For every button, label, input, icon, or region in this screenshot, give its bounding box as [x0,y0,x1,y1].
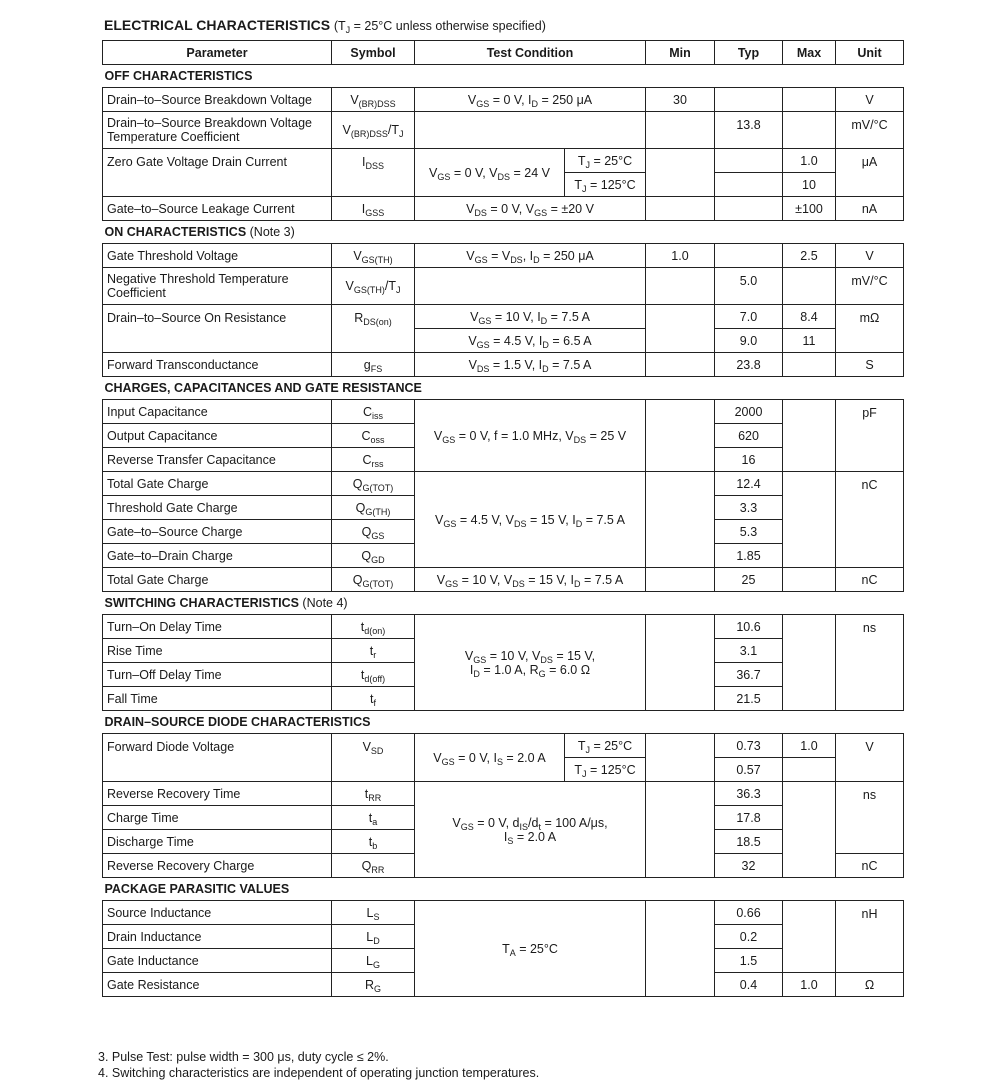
symbol-cell: $t_a$ [332,806,415,830]
section-charges: CHARGES, CAPACITANCES AND GATE RESISTANCE [103,377,904,400]
section-switching: SWITCHING CHARACTERISTICS (Note 4) [103,592,904,615]
param-cell: Input Capacitance [103,400,332,424]
unit-cell: ns [836,615,904,711]
param-cell: Drain–to–Source On Resistance [103,305,332,353]
max-cell [783,782,836,878]
param-cell: Reverse Recovery Time [103,782,332,806]
param-cell: Drain Inductance [103,925,332,949]
table-row [103,734,904,758]
symbol-cell: $Q_{G(TOT)}$ [332,472,415,496]
max-cell [783,901,836,973]
symbol-cell: $t_f$ [332,687,415,711]
typ-cell: 0.4 [715,973,783,997]
table-row [103,615,904,639]
typ-cell [715,173,783,197]
max-cell: 1.0 [783,734,836,758]
min-cell [646,400,715,472]
condition-cell: $V_{GS} = V_{DS}$, $I_D = 250$ μA [415,244,646,268]
symbol-cell: $V_{GS(TH)}$ [332,244,415,268]
typ-cell: 16 [715,448,783,472]
min-cell [646,268,715,305]
col-typ: Typ [715,41,783,65]
table-row [103,472,904,496]
unit-cell: V [836,88,904,112]
param-cell: Zero Gate Voltage Drain Current [103,149,332,197]
max-cell [783,568,836,592]
typ-cell: 7.0 [715,305,783,329]
condition-cell: $V_{GS} = 0$ V, $V_{DS} = 24$ V [415,149,565,197]
typ-cell: 0.2 [715,925,783,949]
typ-cell: 1.5 [715,949,783,973]
title-text: ELECTRICAL CHARACTERISTICS [104,17,331,33]
table-row [103,305,904,329]
header-row [103,41,904,65]
col-parameter: Parameter [103,41,332,65]
typ-cell: 5.0 [715,268,783,305]
symbol-cell: $Q_{GD}$ [332,544,415,568]
max-cell [783,88,836,112]
typ-cell [715,88,783,112]
symbol-cell: $V_{(BR)DSS}$ [332,88,415,112]
symbol-cell: $I_{GSS}$ [332,197,415,221]
min-cell [646,782,715,878]
min-cell: 1.0 [646,244,715,268]
min-cell [646,472,715,568]
param-cell: Turn–On Delay Time [103,615,332,639]
min-cell: 30 [646,88,715,112]
param-cell: Discharge Time [103,830,332,854]
symbol-cell: $t_{RR}$ [332,782,415,806]
symbol-cell: $Q_{GS}$ [332,520,415,544]
min-cell [646,197,715,221]
param-cell: Rise Time [103,639,332,663]
condition-temp-cell: $T_J = 25^\circ C$ [565,734,646,758]
param-cell: Reverse Transfer Capacitance [103,448,332,472]
min-cell [646,353,715,377]
electrical-characteristics-table [102,40,904,997]
typ-cell: 1.85 [715,544,783,568]
table-row [103,400,904,424]
param-cell: Turn–Off Delay Time [103,663,332,687]
condition-cell: $V_{GS} = 4.5$ V, $V_{DS} = 15$ V, $I_D = 7.5$ A [415,472,646,568]
condition-temp-cell: $T_J = 125^\circ C$ [565,758,646,782]
max-cell [783,353,836,377]
symbol-cell: $g_{FS}$ [332,353,415,377]
param-cell: Total Gate Charge [103,568,332,592]
max-cell: 11 [783,329,836,353]
condition-cell: $V_{DS} = 0$ V, $V_{GS} = \pm 20$ V [415,197,646,221]
unit-cell: nC [836,854,904,878]
param-cell: Forward Diode Voltage [103,734,332,782]
typ-cell: 3.3 [715,496,783,520]
min-cell [646,112,715,149]
typ-cell: 32 [715,854,783,878]
condition-cell: $V_{GS} = 4.5$ V, $I_D = 6.5$ A [415,329,646,353]
max-cell: 2.5 [783,244,836,268]
param-cell: Threshold Gate Charge [103,496,332,520]
max-cell [783,615,836,711]
condition-cell: $V_{GS} = 0$ V, f = 1.0 MHz, $V_{DS} = 25$ V [415,400,646,472]
unit-cell: nC [836,568,904,592]
table-row [103,901,904,925]
condition-cell: $V_{GS} = 0$ V, $I_D = 250$ μA [415,88,646,112]
param-cell: Gate–to–Source Leakage Current [103,197,332,221]
param-cell: Gate Resistance [103,973,332,997]
table-row [103,197,904,221]
symbol-cell: $R_{DS(on)}$ [332,305,415,353]
typ-cell [715,197,783,221]
unit-cell: nA [836,197,904,221]
max-cell: 1.0 [783,149,836,173]
typ-cell: 17.8 [715,806,783,830]
symbol-cell: $V_{GS(TH)}/T_J$ [332,268,415,305]
footnote: 3. Pulse Test: pulse width = 300 μs, duty cycle ≤ 2%. [98,1050,389,1064]
symbol-cell: $V_{(BR)DSS}/T_J$ [332,112,415,149]
unit-cell: nC [836,472,904,568]
condition-cell: $V_{GS} = 10$ V, $I_D = 7.5$ A [415,305,646,329]
max-cell [783,400,836,472]
symbol-cell: $L_S$ [332,901,415,925]
symbol-cell: $Q_{G(TOT)}$ [332,568,415,592]
typ-cell: 10.6 [715,615,783,639]
param-cell: Forward Transconductance [103,353,332,377]
unit-cell: S [836,353,904,377]
section-on: ON CHARACTERISTICS (Note 3) [103,221,904,244]
symbol-cell: $L_D$ [332,925,415,949]
typ-cell: 36.7 [715,663,783,687]
condition-cell: $V_{GS} = 0$ V, $I_S = 2.0$ A [415,734,565,782]
param-cell: Gate Threshold Voltage [103,244,332,268]
condition-temp-cell: $T_J = 125^\circ C$ [565,173,646,197]
param-cell: Gate–to–Drain Charge [103,544,332,568]
symbol-cell: $Q_{RR}$ [332,854,415,878]
max-cell [783,268,836,305]
param-cell: Reverse Recovery Charge [103,854,332,878]
param-cell: Gate Inductance [103,949,332,973]
condition-cell: $V_{GS} = 10$ V, $V_{DS} = 15$ V, $I_D = 1.0$ A, $R_G = 6.0$ Ω [415,615,646,711]
typ-cell: 18.5 [715,830,783,854]
typ-cell: 36.3 [715,782,783,806]
table-row [103,112,904,149]
symbol-cell: $V_{SD}$ [332,734,415,782]
param-cell: Gate–to–Source Charge [103,520,332,544]
col-test-condition: Test Condition [415,41,646,65]
param-cell: Fall Time [103,687,332,711]
typ-cell: 2000 [715,400,783,424]
col-symbol: Symbol [332,41,415,65]
section-parasitic: PACKAGE PARASITIC VALUES [103,878,904,901]
col-unit: Unit [836,41,904,65]
section-off: OFF CHARACTERISTICS [103,65,904,88]
symbol-cell: $t_{d(off)}$ [332,663,415,687]
condition-cell [415,268,646,305]
unit-cell: V [836,734,904,782]
max-cell [783,472,836,568]
typ-cell: 13.8 [715,112,783,149]
symbol-cell: $Q_{G(TH)}$ [332,496,415,520]
unit-cell: pF [836,400,904,472]
symbol-cell: $C_{oss}$ [332,424,415,448]
condition-cell: $V_{DS} = 1.5$ V, $I_D = 7.5$ A [415,353,646,377]
typ-cell: 3.1 [715,639,783,663]
typ-cell [715,244,783,268]
unit-cell: mV/°C [836,112,904,149]
unit-cell: Ω [836,973,904,997]
title-condition: ($T_J = 25^\circ C$ unless otherwise specified) [333,19,546,35]
param-cell: Charge Time [103,806,332,830]
footnote: 4. Switching characteristics are independent of operating junction temperatures. [98,1066,540,1080]
symbol-cell: $R_G$ [332,973,415,997]
condition-cell: $V_{GS} = 0$ V, $d_{IS}/d_t = 100$ A/μs, $I_S = 2.0$ A [415,782,646,878]
col-max: Max [783,41,836,65]
symbol-cell: $t_b$ [332,830,415,854]
typ-cell: 0.57 [715,758,783,782]
table-row [103,88,904,112]
table-row [103,149,904,173]
symbol-cell: $L_G$ [332,949,415,973]
max-cell: 1.0 [783,973,836,997]
symbol-cell: $I_{DSS}$ [332,149,415,197]
unit-cell: ns [836,782,904,854]
typ-cell: 0.73 [715,734,783,758]
unit-cell: V [836,244,904,268]
col-min: Min [646,41,715,65]
max-cell: ±100 [783,197,836,221]
min-cell [646,615,715,711]
param-cell: Total Gate Charge [103,472,332,496]
max-cell: 8.4 [783,305,836,329]
condition-cell: $V_{GS} = 10$ V, $V_{DS} = 15$ V, $I_D = 7.5$ A [415,568,646,592]
typ-cell: 25 [715,568,783,592]
typ-cell: 5.3 [715,520,783,544]
param-cell: Drain–to–Source Breakdown Voltage Temperature Coefficient [103,112,332,149]
min-cell [646,734,715,782]
unit-cell: mΩ [836,305,904,353]
max-cell [783,112,836,149]
symbol-cell: $C_{rss}$ [332,448,415,472]
condition-cell: $T_A = 25^\circ C$ [415,901,646,997]
typ-cell: 21.5 [715,687,783,711]
typ-cell: 12.4 [715,472,783,496]
table-row [103,268,904,305]
max-cell [783,758,836,782]
table-title [104,17,546,33]
min-cell [646,149,715,197]
table-row [103,568,904,592]
unit-cell: μA [836,149,904,197]
max-cell: 10 [783,173,836,197]
table-row [103,244,904,268]
min-cell [646,901,715,997]
section-diode: DRAIN–SOURCE DIODE CHARACTERISTICS [103,711,904,734]
condition-cell [415,112,646,149]
typ-cell [715,149,783,173]
typ-cell: 0.66 [715,901,783,925]
param-cell: Negative Threshold Temperature Coefficient [103,268,332,305]
symbol-cell: $t_r$ [332,639,415,663]
param-cell: Drain–to–Source Breakdown Voltage [103,88,332,112]
min-cell [646,305,715,353]
symbol-cell: $C_{iss}$ [332,400,415,424]
param-cell: Source Inductance [103,901,332,925]
symbol-cell: $t_{d(on)}$ [332,615,415,639]
param-cell: Output Capacitance [103,424,332,448]
typ-cell: 23.8 [715,353,783,377]
condition-temp-cell: $T_J = 25^\circ C$ [565,149,646,173]
min-cell [646,568,715,592]
table-row [103,353,904,377]
unit-cell: mV/°C [836,268,904,305]
unit-cell: nH [836,901,904,973]
footnotes [98,1049,539,1081]
typ-cell: 620 [715,424,783,448]
typ-cell: 9.0 [715,329,783,353]
table-row [103,782,904,806]
